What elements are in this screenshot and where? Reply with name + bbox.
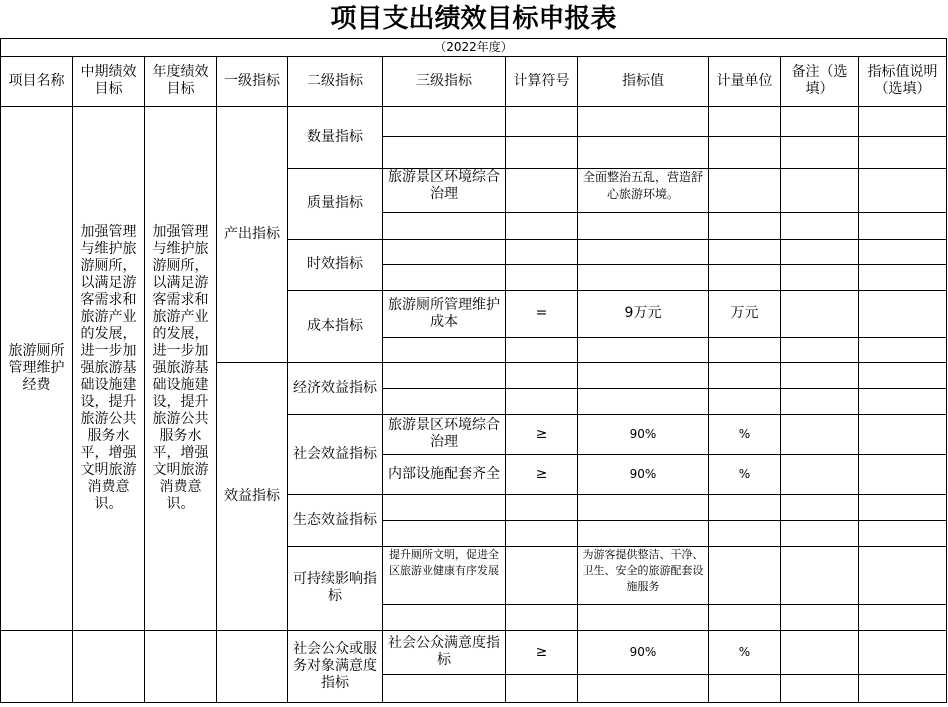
table-cell — [578, 106, 709, 136]
table-cell — [781, 454, 859, 494]
table-cell — [781, 604, 859, 630]
header-level1: 一级指标 — [217, 56, 288, 106]
operator-cell: ≥ — [506, 454, 578, 494]
table-cell — [781, 212, 859, 239]
midterm-goal-cell: 加强管理与维护旅游厕所，以满足游客需求和旅游产业的发展，进一步加强旅游基础设施建设，提升旅游公共服务水平，增强文明旅游消费意识。 — [73, 106, 145, 630]
table-cell — [781, 168, 859, 212]
table-cell — [578, 264, 709, 290]
table-cell — [859, 264, 947, 290]
value-cell: 90% — [578, 630, 709, 674]
table-cell — [859, 212, 947, 239]
table-cell — [859, 604, 947, 630]
table-cell — [578, 674, 709, 702]
level2-sustainable: 可持续影响指标 — [288, 546, 383, 630]
table-cell — [859, 337, 947, 362]
table-cell — [506, 674, 578, 702]
table-cell — [578, 136, 709, 168]
value-cell: 90% — [578, 414, 709, 454]
header-value: 指标值 — [578, 56, 709, 106]
table-cell — [578, 604, 709, 630]
table-cell — [578, 520, 709, 546]
table-cell — [859, 239, 947, 264]
table-cell — [859, 106, 947, 136]
year-label: （2022年度） — [1, 38, 947, 56]
level2-social: 社会效益指标 — [288, 414, 383, 494]
table-cell — [506, 136, 578, 168]
table-cell — [383, 520, 506, 546]
table-cell — [709, 604, 781, 630]
table-cell — [781, 520, 859, 546]
table-cell — [578, 494, 709, 520]
header-remark: 备注（选填） — [781, 56, 859, 106]
table-cell — [781, 337, 859, 362]
header-level2: 二级指标 — [288, 56, 383, 106]
table-cell — [709, 212, 781, 239]
performance-goal-table-continued — [0, 630, 947, 703]
header-operator: 计算符号 — [506, 56, 578, 106]
table-cell — [781, 414, 859, 454]
operator-cell — [506, 168, 578, 212]
table-cell — [383, 337, 506, 362]
annual-goal-cell: 加强管理与维护旅游厕所，以满足游客需求和旅游产业的发展，进一步加强旅游基础设施建设，提升旅游公共服务水平，增强文明旅游消费意识。 — [145, 106, 217, 630]
table-cell — [781, 136, 859, 168]
table-cell — [383, 106, 506, 136]
table-cell — [859, 414, 947, 454]
header-project-name: 项目名称 — [1, 56, 73, 106]
table-cell — [709, 362, 781, 388]
unit-cell: % — [709, 414, 781, 454]
table-cell — [578, 362, 709, 388]
header-value-note: 指标值说明（选填） — [859, 56, 947, 106]
table-cell — [781, 362, 859, 388]
table-cell — [383, 674, 506, 702]
table-cell — [506, 106, 578, 136]
table-cell — [781, 106, 859, 136]
project-name-cell-cont — [1, 630, 73, 702]
level2-quality: 质量指标 — [288, 168, 383, 239]
level2-quantity: 数量指标 — [288, 106, 383, 168]
header-unit: 计量单位 — [709, 56, 781, 106]
table-cell — [578, 337, 709, 362]
operator-cell: ≥ — [506, 630, 578, 674]
operator-cell — [506, 546, 578, 604]
table-cell — [709, 136, 781, 168]
table-cell — [859, 454, 947, 494]
level3-cell: 社会公众满意度指标 — [383, 630, 506, 674]
table-cell — [859, 674, 947, 702]
table-cell — [383, 388, 506, 414]
value-cell: 90% — [578, 454, 709, 494]
table-cell — [383, 136, 506, 168]
table-cell — [859, 290, 947, 337]
table-cell — [859, 388, 947, 414]
table-cell — [781, 630, 859, 674]
table-cell — [859, 136, 947, 168]
table-cell — [506, 239, 578, 264]
table-cell — [709, 674, 781, 702]
value-cell: 为游客提供整洁、干净、卫生、安全的旅游配套设施服务 — [578, 546, 709, 604]
level1-benefit-cont — [217, 630, 288, 702]
project-name-cell: 旅游厕所管理维护经费 — [1, 106, 73, 630]
level2-timeliness: 时效指标 — [288, 239, 383, 290]
table-cell — [709, 520, 781, 546]
table-cell — [383, 239, 506, 264]
table-cell — [709, 337, 781, 362]
table-cell — [383, 494, 506, 520]
page-title: 项目支出绩效目标申报表 — [1, 0, 947, 38]
table-cell — [506, 388, 578, 414]
level2-satisfaction: 社会公众或服务对象满意度指标 — [288, 630, 383, 702]
table-cell — [506, 604, 578, 630]
table-cell — [781, 290, 859, 337]
table-cell — [709, 494, 781, 520]
level3-cell: 旅游厕所管理维护成本 — [383, 290, 506, 337]
table-cell — [506, 362, 578, 388]
table-cell — [506, 520, 578, 546]
midterm-goal-cell-cont — [73, 630, 145, 702]
table-cell — [506, 264, 578, 290]
table-cell — [859, 520, 947, 546]
table-cell — [383, 212, 506, 239]
table-cell — [578, 212, 709, 239]
table-cell — [781, 674, 859, 702]
unit-cell: 万元 — [709, 290, 781, 337]
level2-cost: 成本指标 — [288, 290, 383, 362]
table-cell — [578, 239, 709, 264]
unit-cell — [709, 168, 781, 212]
table-cell — [506, 337, 578, 362]
level3-cell: 内部设施配套齐全 — [383, 454, 506, 494]
table-cell — [859, 630, 947, 674]
operator-cell: ≥ — [506, 414, 578, 454]
table-cell — [781, 239, 859, 264]
level3-cell: 旅游景区环境综合治理 — [383, 168, 506, 212]
level2-economic: 经济效益指标 — [288, 362, 383, 414]
table-cell — [859, 362, 947, 388]
table-cell — [781, 264, 859, 290]
table-cell — [383, 264, 506, 290]
table-cell — [859, 546, 947, 604]
table-cell — [781, 388, 859, 414]
table-cell — [578, 388, 709, 414]
header-annual-goal: 年度绩效目标 — [145, 56, 217, 106]
table-cell — [781, 494, 859, 520]
header-level3: 三级指标 — [383, 56, 506, 106]
level3-cell: 旅游景区环境综合治理 — [383, 414, 506, 454]
header-midterm-goal: 中期绩效目标 — [73, 56, 145, 106]
table-cell — [383, 362, 506, 388]
table-cell — [781, 546, 859, 604]
table-cell — [709, 106, 781, 136]
annual-goal-cell-cont — [145, 630, 217, 702]
table-cell — [709, 264, 781, 290]
table-cell — [709, 239, 781, 264]
level3-cell: 提升厕所文明，促进全区旅游业健康有序发展 — [383, 546, 506, 604]
operator-cell: = — [506, 290, 578, 337]
level2-ecological: 生态效益指标 — [288, 494, 383, 546]
table-cell — [383, 604, 506, 630]
table-cell — [859, 168, 947, 212]
unit-cell — [709, 546, 781, 604]
table-cell — [709, 388, 781, 414]
table-cell — [506, 212, 578, 239]
unit-cell: % — [709, 454, 781, 494]
level1-benefit: 效益指标 — [217, 362, 288, 630]
table-cell — [506, 494, 578, 520]
table-cell — [859, 494, 947, 520]
value-cell: 9万元 — [578, 290, 709, 337]
unit-cell: % — [709, 630, 781, 674]
value-cell: 全面整治五乱，营造舒心旅游环境。 — [578, 168, 709, 212]
level1-output: 产出指标 — [217, 106, 288, 362]
